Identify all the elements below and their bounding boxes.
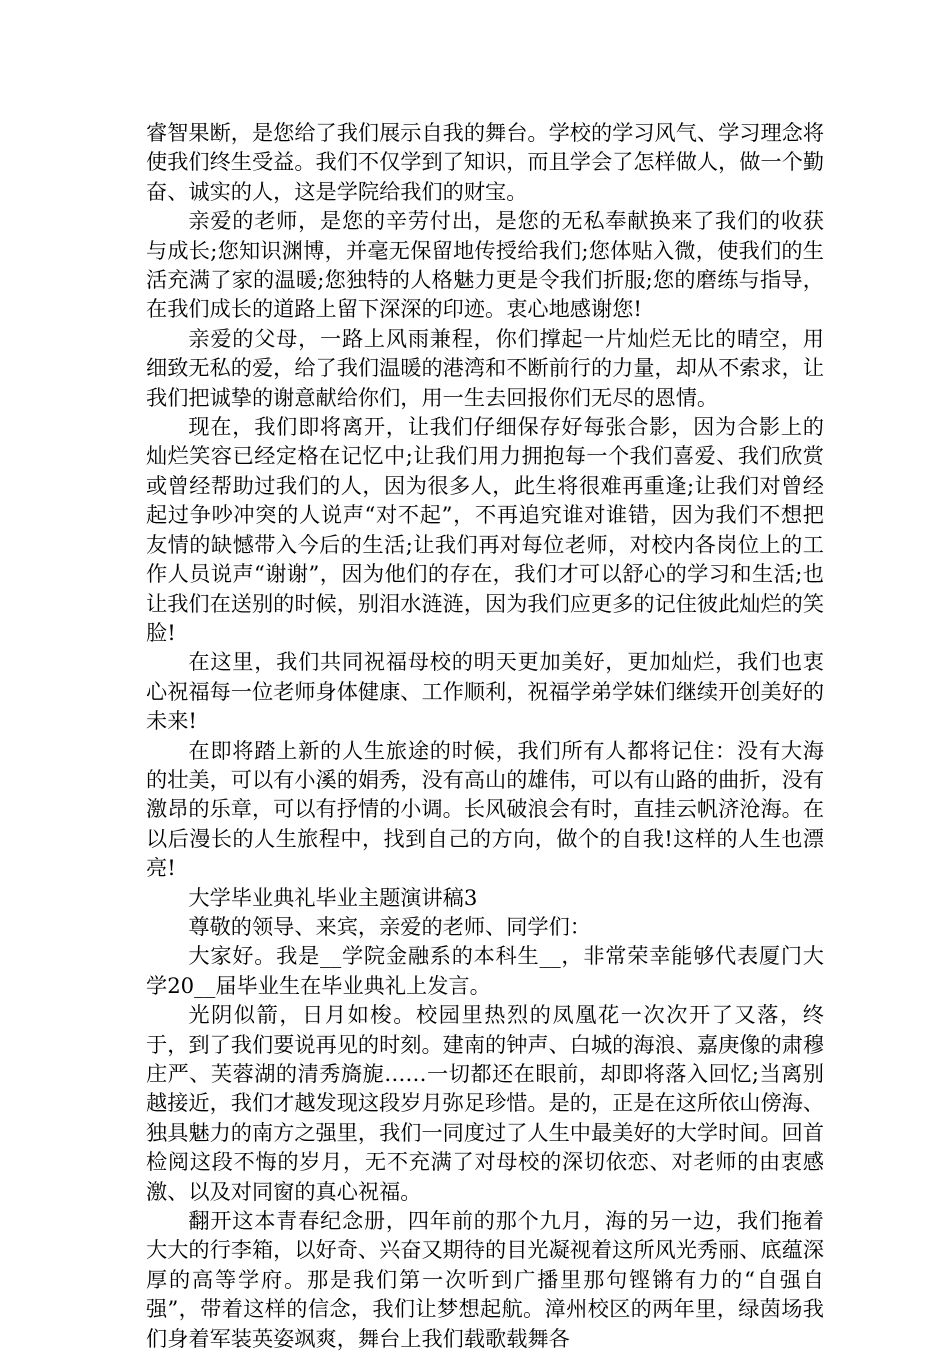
paragraph-new-journey: 在即将踏上新的人生旅途的时候，我们所有人都将记住：没有大海的壮美，可以有小溪的娟秀，没有高山的雄伟，可以有山路的曲折，没有激昂的乐章，可以有抒情的小调。长风破浪会有时，直挂云帆济沧海。在以后漫长的人生旅程中，找到自己的方向，做个的自我!这样的人生也漂亮! (146, 737, 825, 881)
paragraph-blessing: 在这里，我们共同祝福母校的明天更加美好，更加灿烂，我们也衷心祝福每一位老师身体健康、工作顺利，祝福学弟学妹们继续开创美好的未来! (146, 649, 825, 734)
paragraph-memories: 翻开这本青春纪念册，四年前的那个九月，海的另一边，我们拖着大大的行李箱，以好奇、兴奋又期待的目光凝视着这所风光秀丽、底蕴深厚的高等学府。那是我们第一次听到广播里那句铿锵有力的“自强自强”，带着这样的信念，我们让梦想起航。漳州校区的两年里，绿茵场我们身着军装英姿飒爽，舞台上我们载歌载舞各 (146, 1208, 825, 1351)
paragraph-gratitude-parents: 亲爱的父母，一路上风雨兼程，你们撑起一片灿烂无比的晴空，用细致无私的爱，给了我们温暖的港湾和不断前行的力量，却从不索求，让我们把诚挚的谢意献给你们，用一生去回报你们无尽的恩情。 (146, 325, 825, 410)
document-page (146, 118, 824, 1353)
paragraph-time-flies: 光阴似箭，日月如梭。校园里热烈的凤凰花一次次开了又落，终于，到了我们要说再见的时刻。建南的钟声、白城的海浪、嘉庚像的肃穆庄严、芙蓉湖的清秀旖旎……一切都还在眼前，却即将落入回忆;当离别越接近，我们才越发现这段岁月弥足珍惜。是的，正是在这所依山傍海、独具魅力的南方之强里，我们一同度过了人生中最美好的大学时间。回首检阅这段不悔的岁月，无不充满了对母校的深切依恋、对老师的由衷感激、以及对同窗的真心祝福。 (146, 1002, 825, 1204)
paragraph-introduction: 大家好。我是__学院金融系的本科生__，非常荣幸能够代表厦门大学20__届毕业生在毕业典礼上发言。 (146, 943, 824, 998)
section-heading: 大学毕业典礼毕业主题演讲稿3 (188, 884, 478, 910)
salutation: 尊敬的领导、来宾，亲爱的老师、同学们： (188, 913, 591, 939)
paragraph-gratitude-teachers: 亲爱的老师，是您的辛劳付出，是您的无私奉献换来了我们的收获与成长;您知识渊博，并毫无保留地传授给我们;您体贴入微，使我们的生活充满了家的温暖;您独特的人格魅力更是令我们折服;您的磨练与指导，在我们成长的道路上留下深深的印迹。衷心地感谢您! (146, 208, 824, 322)
paragraph-farewell: 现在，我们即将离开，让我们仔细保存好每张合影，因为合影上的灿烂笑容已经定格在记忆中;让我们用力拥抱每一个我们喜爱、我们欣赏或曾经帮助过我们的人，因为很多人，此生将很难再重逢;让我们对曾经起过争吵冲突的人说声“对不起”，不再追究谁对谁错，因为我们不想把友情的缺憾带入今后的生活;让我们再对每位老师，对校内各岗位上的工作人员说声“谢谢”，因为他们的存在，我们才可以舒心的学习和生活;也让我们在送别的时候，别泪水涟涟，因为我们应更多的记住彼此灿烂的笑脸! (146, 414, 825, 645)
paragraph-gratitude-school: 睿智果断，是您给了我们展示自我的舞台。学校的学习风气、学习理念将使我们终生受益。我们不仅学到了知识，而且学会了怎样做人，做一个勤奋、诚实的人，这是学院给我们的财宝。 (146, 120, 825, 204)
